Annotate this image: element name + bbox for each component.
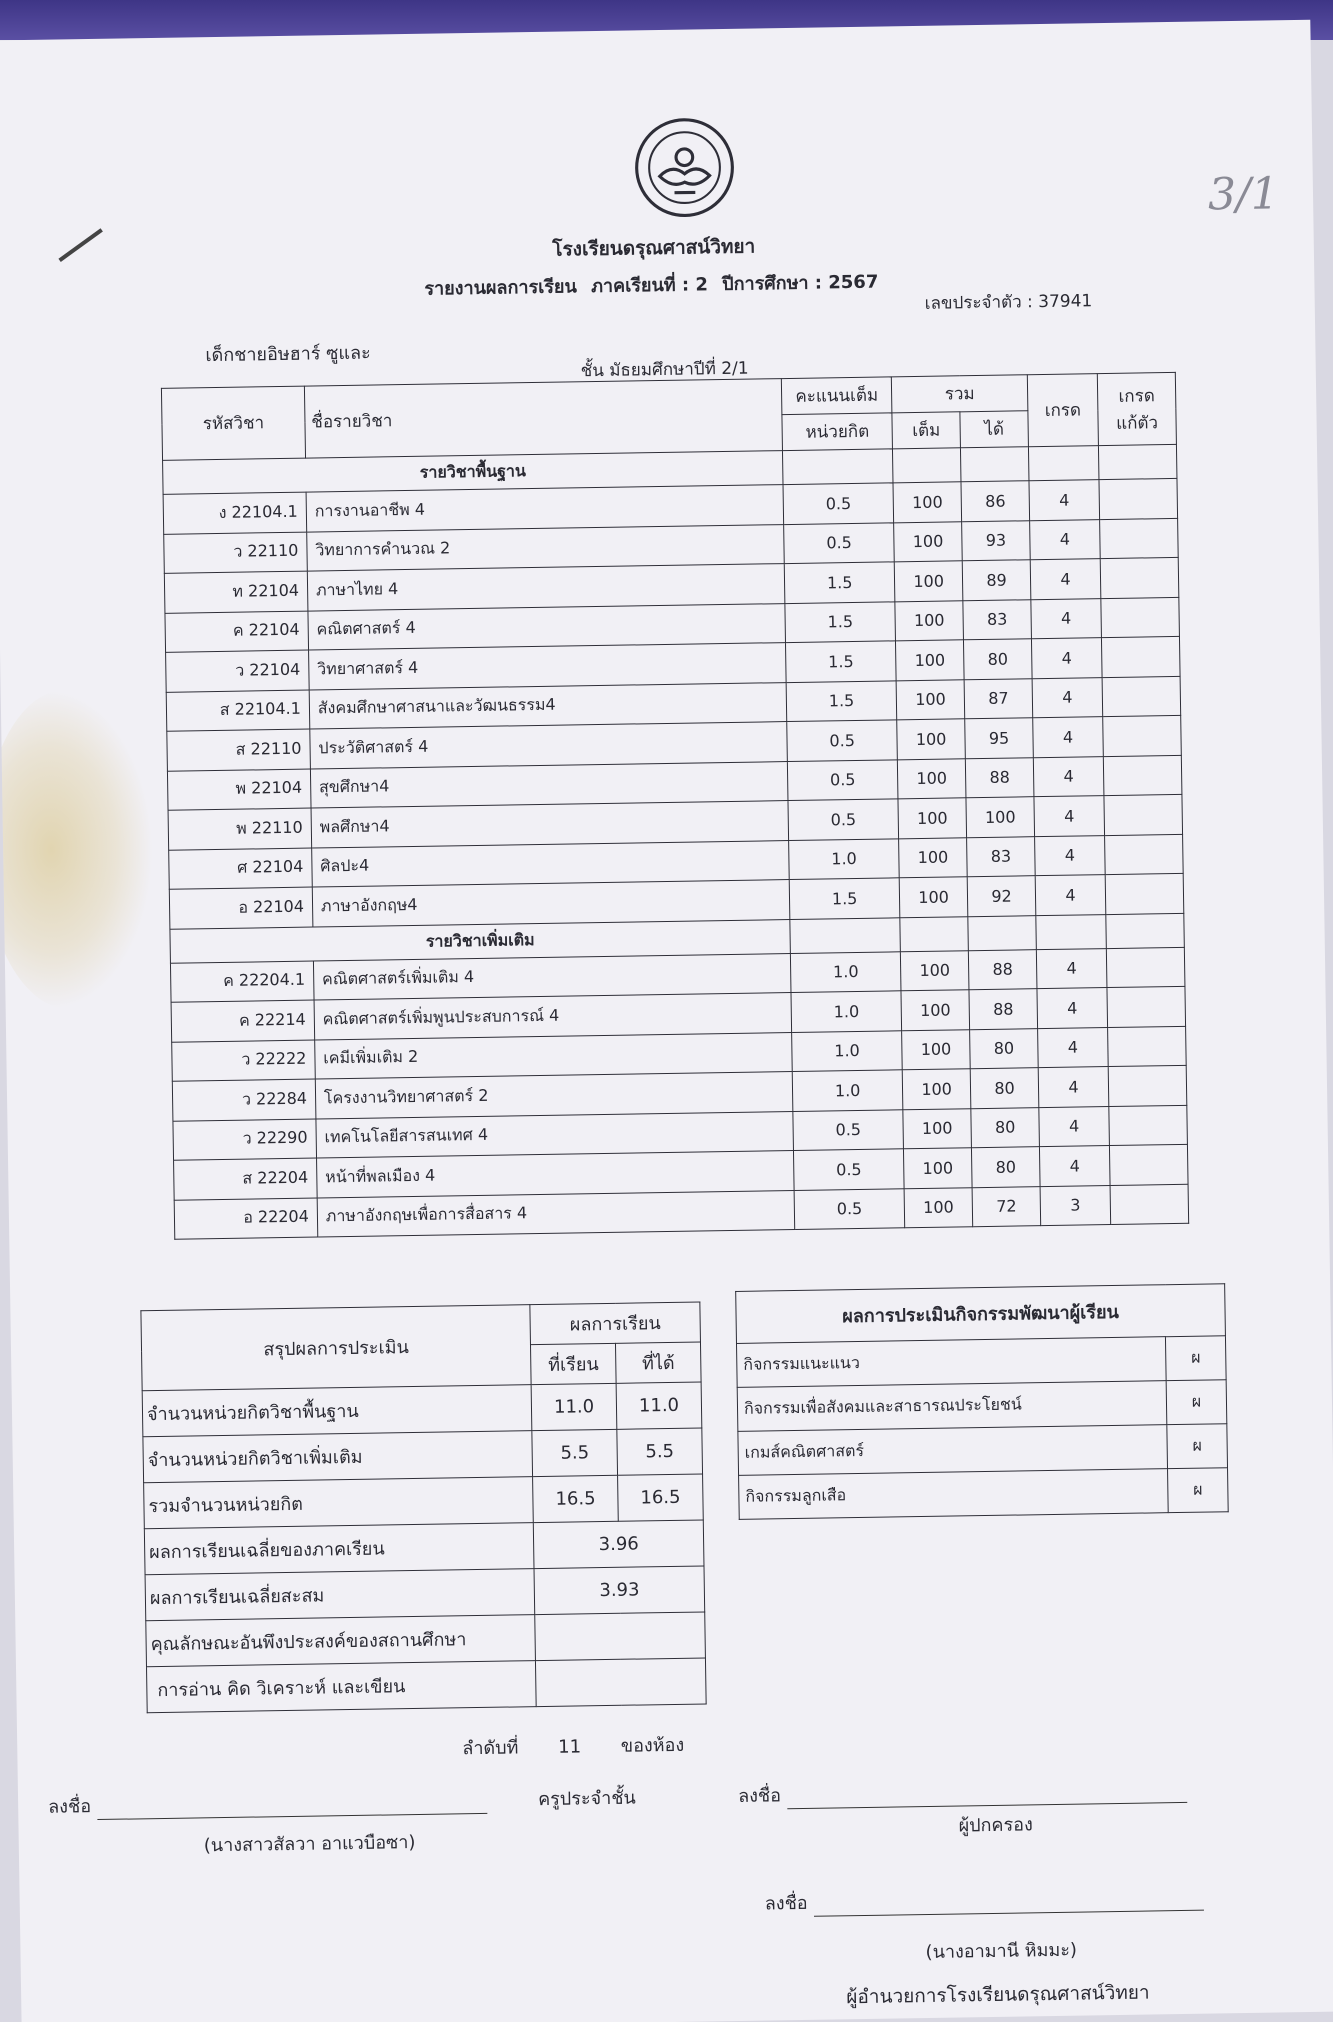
rank-suffix: ของห้อง xyxy=(620,1734,685,1757)
subject-full-score: 100 xyxy=(904,1187,973,1228)
subject-credit: 1.5 xyxy=(789,878,900,919)
subject-code: ว 22104 xyxy=(166,650,309,692)
director-name: (นางอามานี หิมมะ) xyxy=(925,1939,1078,1964)
section-empty-cell xyxy=(783,449,893,485)
subject-grade: 4 xyxy=(1039,1106,1110,1147)
grades-table xyxy=(161,372,1189,1240)
subject-name: คณิตศาสตร์ 4 xyxy=(308,603,786,650)
activities-title: ผลการประเมินกิจกรรมพัฒนาผู้เรียน xyxy=(736,1284,1226,1344)
section-empty-cell xyxy=(1036,914,1106,949)
subject-full-score: 100 xyxy=(899,837,968,878)
subject-name: คณิตศาสตร์เพิ่มเติม 4 xyxy=(313,953,791,1000)
subject-credit: 1.5 xyxy=(784,562,895,603)
summary-row-studied: 5.5 xyxy=(532,1429,618,1476)
subject-score: 80 xyxy=(964,639,1033,680)
director-role: ผู้อำนวยการโรงเรียนดรุณศาสน์วิทยา xyxy=(846,1981,1150,2009)
activity-row xyxy=(736,1336,1226,1388)
subject-full-score: 100 xyxy=(900,950,969,991)
subject-credit: 1.0 xyxy=(789,838,900,879)
header-grade: เกรด xyxy=(1027,374,1098,447)
subject-full-score: 100 xyxy=(896,640,965,681)
section-label: รายวิชาพื้นฐาน xyxy=(163,451,784,495)
section-empty-cell xyxy=(1028,446,1098,481)
paper-stain xyxy=(0,688,156,1011)
reading-value xyxy=(536,1658,707,1707)
subject-code: อ 22204 xyxy=(174,1198,317,1240)
header-credit: หน่วยกิต xyxy=(782,413,892,451)
subject-grade: 4 xyxy=(1038,1027,1109,1068)
signature-line xyxy=(787,1802,1187,1809)
section-empty-cell xyxy=(961,447,1029,482)
subject-score: 88 xyxy=(969,989,1038,1030)
report-card-paper xyxy=(0,20,1333,2022)
summary-row-studied: 16.5 xyxy=(533,1475,619,1522)
activity-row xyxy=(738,1424,1228,1476)
subject-grade-fix xyxy=(1103,715,1182,756)
parent-signature xyxy=(738,1774,1187,1810)
rank-value: 11 xyxy=(558,1736,582,1758)
report-title: รายงานผลการเรียน xyxy=(424,276,577,300)
section-empty-cell xyxy=(968,915,1036,950)
subject-code: ส 22204 xyxy=(174,1158,317,1200)
subject-score: 93 xyxy=(962,520,1031,561)
subject-grade-fix xyxy=(1099,478,1178,519)
subject-code: ค 22204.1 xyxy=(170,961,313,1003)
subject-grade-fix xyxy=(1105,834,1184,875)
subject-code: พ 22110 xyxy=(168,808,311,850)
subject-code: ส 22110 xyxy=(167,729,310,771)
gpa-semester-value: 3.96 xyxy=(533,1520,704,1569)
parent-role: ผู้ปกครอง xyxy=(958,1814,1033,1837)
summary-table xyxy=(140,1301,706,1713)
subject-credit: 0.5 xyxy=(793,1109,904,1150)
section-empty-cell xyxy=(900,916,968,951)
subject-name: วิทยาศาสตร์ 4 xyxy=(308,643,786,690)
subject-name: สุขศึกษา4 xyxy=(310,761,788,808)
activity-result: ผ xyxy=(1168,1468,1229,1513)
subject-credit: 0.5 xyxy=(788,799,899,840)
subject-name: โครงงานวิทยาศาสตร์ 2 xyxy=(315,1072,793,1119)
subject-grade-fix xyxy=(1109,1105,1188,1146)
sign-label: ลงชื่อ xyxy=(764,1892,808,1915)
subject-grade-fix xyxy=(1107,986,1186,1027)
subject-full-score: 100 xyxy=(893,482,962,523)
subject-name: ภาษาอังกฤษเพื่อการสื่อสาร 4 xyxy=(317,1190,795,1237)
subject-full-score: 100 xyxy=(898,798,967,839)
subject-name: พลศึกษา4 xyxy=(311,801,789,848)
director-signature xyxy=(765,1882,1204,1918)
activity-result: ผ xyxy=(1167,1424,1228,1469)
teacher-signature xyxy=(48,1785,487,1821)
subject-grade: 4 xyxy=(1032,677,1103,718)
subject-score: 83 xyxy=(963,599,1032,640)
characteristics-value xyxy=(535,1612,706,1661)
subject-name: คณิตศาสตร์เพิ่มพูนประสบการณ์ 4 xyxy=(314,993,792,1040)
subject-full-score: 100 xyxy=(899,877,968,918)
subject-code: ว 22290 xyxy=(173,1119,316,1161)
subject-grade: 4 xyxy=(1031,638,1102,679)
subject-score: 87 xyxy=(964,678,1033,719)
subject-credit: 1.0 xyxy=(792,1030,903,1071)
subject-credit: 0.5 xyxy=(784,522,895,563)
gpa-cumulative-label: ผลการเรียนเฉลี่ยสะสม xyxy=(145,1569,535,1621)
signature-line xyxy=(814,1910,1204,1917)
summary-row-earned: 11.0 xyxy=(616,1382,702,1429)
subject-score: 72 xyxy=(972,1186,1041,1227)
subject-grade-fix xyxy=(1106,947,1185,988)
header-grade-fix: เกรด แก้ตัว xyxy=(1097,372,1176,445)
subject-credit: 0.5 xyxy=(783,483,894,524)
subject-score: 80 xyxy=(970,1028,1039,1069)
subject-grade: 4 xyxy=(1039,1146,1110,1187)
subject-grade-fix xyxy=(1108,1065,1187,1106)
activities-table xyxy=(735,1283,1229,1520)
subject-grade: 4 xyxy=(1029,480,1100,521)
subject-code: ว 22284 xyxy=(172,1079,315,1121)
summary-earned-header: ที่ได้ xyxy=(616,1342,702,1383)
subject-full-score: 100 xyxy=(894,521,963,562)
subject-grade-fix xyxy=(1100,518,1179,559)
activity-result: ผ xyxy=(1166,1336,1227,1381)
class-label: ชั้น มัธยมศึกษาปีที่ 2/1 xyxy=(580,358,749,382)
activity-result: ผ xyxy=(1166,1380,1227,1425)
activity-name: กิจกรรมแนะแนว xyxy=(736,1337,1166,1388)
section-label: รายวิชาเพิ่มเติม xyxy=(170,919,791,963)
subject-grade: 3 xyxy=(1040,1185,1111,1226)
subject-full-score: 100 xyxy=(904,1148,973,1189)
summary-title: สรุปผลการประเมิน xyxy=(141,1305,531,1391)
subject-full-score: 100 xyxy=(896,679,965,720)
subject-credit: 1.5 xyxy=(785,601,896,642)
subject-grade-fix xyxy=(1101,636,1180,677)
sign-label: ลงชื่อ xyxy=(737,1785,782,1807)
handwritten-mark: 3/1 xyxy=(1207,168,1280,221)
header-name: ชื่อรายวิชา xyxy=(304,379,782,458)
subject-name: ศิลปะ4 xyxy=(312,840,790,887)
summary-row-label: รวมจำนวนหน่วยกิต xyxy=(144,1477,534,1529)
subject-grade-fix xyxy=(1104,794,1183,835)
subject-full-score: 100 xyxy=(901,990,970,1031)
subject-grade: 4 xyxy=(1033,756,1104,797)
activity-row xyxy=(737,1380,1227,1432)
subject-grade: 4 xyxy=(1034,796,1105,837)
subject-full-score: 100 xyxy=(902,1069,971,1110)
school-seal-logo xyxy=(632,115,738,221)
summary-row-label: จำนวนหน่วยกิตวิชาพื้นฐาน xyxy=(142,1385,532,1437)
subject-credit: 1.0 xyxy=(792,1070,903,1111)
subject-full-score: 100 xyxy=(895,600,964,641)
subject-full-score: 100 xyxy=(897,719,966,760)
subject-score: 86 xyxy=(961,481,1030,522)
subject-code: ส 22104.1 xyxy=(166,690,309,732)
subject-score: 88 xyxy=(965,757,1034,798)
subject-grade: 4 xyxy=(1037,988,1108,1029)
summary-row-earned: 5.5 xyxy=(617,1428,703,1475)
sign-label: ลงชื่อ xyxy=(48,1796,92,1818)
subject-credit: 0.5 xyxy=(794,1149,905,1190)
subject-grade-fix xyxy=(1100,557,1179,598)
header-total-got: ได้ xyxy=(960,411,1029,448)
subject-name: การงานอาชีพ 4 xyxy=(306,485,784,532)
subject-grade: 4 xyxy=(1035,875,1106,916)
gpa-semester-label: ผลการเรียนเฉลี่ยของภาคเรียน xyxy=(144,1523,534,1575)
subject-code: ค 22104 xyxy=(165,611,308,653)
subject-grade-fix xyxy=(1110,1184,1189,1225)
subject-score: 100 xyxy=(966,797,1035,838)
subject-full-score: 100 xyxy=(902,1029,971,1070)
subject-credit: 0.5 xyxy=(794,1188,905,1229)
rank-label: ลำดับที่ xyxy=(462,1737,519,1760)
subject-score: 80 xyxy=(972,1147,1041,1188)
semester: ภาคเรียนที่ : 2 xyxy=(590,274,709,298)
subject-score: 80 xyxy=(971,1107,1040,1148)
summary-result-header: ผลการเรียน xyxy=(530,1302,700,1345)
subject-code: ว 22110 xyxy=(164,532,307,574)
subject-code: อ 22104 xyxy=(169,887,312,929)
subject-score: 88 xyxy=(968,949,1037,990)
section-empty-cell xyxy=(893,448,961,483)
subject-code: ท 22104 xyxy=(164,571,307,613)
subject-grade-fix xyxy=(1105,873,1184,914)
subject-name: เทคโนโลยีสารสนเทศ 4 xyxy=(316,1111,794,1158)
subject-code: ศ 22104 xyxy=(169,848,312,890)
student-name: เด็กชายอิษฮาร์ ซูและ xyxy=(205,342,371,367)
subject-full-score: 100 xyxy=(894,561,963,602)
subject-credit: 0.5 xyxy=(788,759,899,800)
student-id: เลขประจำตัว : 37941 xyxy=(924,291,1093,314)
activity-name: กิจกรรมเพื่อสังคมและสาธารณประโยชน์ xyxy=(737,1381,1167,1432)
subject-grade: 4 xyxy=(1031,598,1102,639)
subject-name: วิทยาการคำนวณ 2 xyxy=(307,524,785,571)
subject-code: ค 22214 xyxy=(171,1000,314,1042)
header-total-full: เต็ม xyxy=(892,412,961,449)
subject-grade: 4 xyxy=(1033,717,1104,758)
teacher-role: ครูประจำชั้น xyxy=(537,1787,636,1811)
subject-credit: 1.0 xyxy=(791,951,902,992)
gpa-cumulative-value: 3.93 xyxy=(534,1566,705,1615)
subject-score: 80 xyxy=(970,1068,1039,1109)
subject-score: 89 xyxy=(962,560,1031,601)
school-name: โรงเรียนดรุณศาสน์วิทยา xyxy=(552,235,756,261)
header-full-score: คะแนนเต็ม xyxy=(782,377,892,415)
summary-row-studied: 11.0 xyxy=(531,1383,617,1430)
subject-grade: 4 xyxy=(1030,559,1101,600)
activity-name: กิจกรรมลูกเสือ xyxy=(739,1469,1169,1520)
subject-code: ว 22222 xyxy=(172,1040,315,1082)
summary-studied-header: ที่เรียน xyxy=(531,1343,617,1384)
subject-score: 83 xyxy=(967,836,1036,877)
activity-name: เกมส์คณิตศาสตร์ xyxy=(738,1425,1168,1476)
subject-grade: 4 xyxy=(1030,519,1101,560)
subject-credit: 1.5 xyxy=(786,641,897,682)
subject-grade: 4 xyxy=(1036,948,1107,989)
subject-name: หน้าที่พลเมือง 4 xyxy=(316,1151,794,1198)
section-empty-cell xyxy=(1106,913,1185,948)
subject-grade: 4 xyxy=(1035,835,1106,876)
subject-score: 95 xyxy=(965,718,1034,759)
section-empty-cell xyxy=(1098,444,1177,479)
subject-code: พ 22104 xyxy=(167,769,310,811)
section-empty-cell xyxy=(790,917,900,953)
class-rank xyxy=(462,1729,718,1762)
subject-code: ง 22104.1 xyxy=(163,492,306,534)
teacher-name: (นางสาวสัลวา อาแวบือซา) xyxy=(203,1832,416,1857)
subject-credit: 1.5 xyxy=(786,680,897,721)
subject-name: สังคมศึกษาศาสนาและวัฒนธรรม4 xyxy=(309,682,787,729)
academic-year: ปีการศึกษา : 2567 xyxy=(722,271,879,296)
subject-grade: 4 xyxy=(1038,1067,1109,1108)
header-code: รหัสวิชา xyxy=(161,386,305,460)
subject-name: ภาษาไทย 4 xyxy=(307,564,785,611)
subject-credit: 1.0 xyxy=(791,991,902,1032)
subject-grade-fix xyxy=(1109,1144,1188,1185)
header-total: รวม xyxy=(891,375,1027,413)
subject-grade-fix xyxy=(1101,597,1180,638)
subject-grade-fix xyxy=(1103,755,1182,796)
signature-line xyxy=(97,1813,487,1820)
report-title-line xyxy=(424,266,886,302)
subject-full-score: 100 xyxy=(903,1108,972,1149)
characteristics-label: คุณลักษณะอันพึงประสงค์ของสถานศึกษา xyxy=(146,1615,536,1667)
summary-row-label: จำนวนหน่วยกิตวิชาเพิ่มเติม xyxy=(143,1431,533,1483)
subject-credit: 0.5 xyxy=(787,720,898,761)
subject-grade-fix xyxy=(1102,676,1181,717)
reading-label: การอ่าน คิด วิเคราะห์ และเขียน xyxy=(147,1661,537,1713)
subject-score: 92 xyxy=(967,876,1036,917)
subject-full-score: 100 xyxy=(897,758,966,799)
summary-row-earned: 16.5 xyxy=(618,1474,704,1521)
subject-name: เคมีเพิ่มเติม 2 xyxy=(315,1032,793,1079)
activity-row xyxy=(739,1468,1229,1520)
subject-name: ภาษาอังกฤษ4 xyxy=(312,880,790,927)
subject-name: ประวัติศาสตร์ 4 xyxy=(310,722,788,769)
subject-grade-fix xyxy=(1108,1026,1187,1067)
